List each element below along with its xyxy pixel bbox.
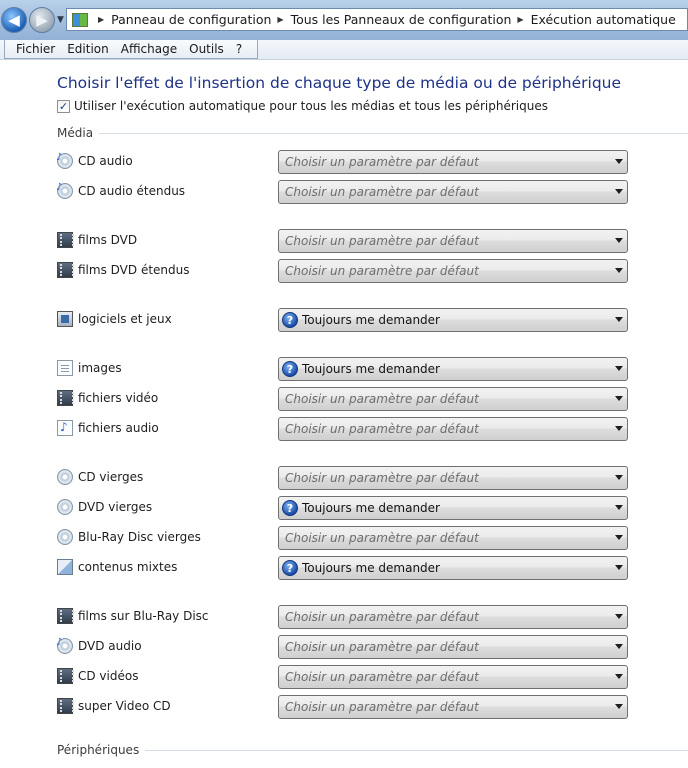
media-type-text: DVD vierges [78, 500, 153, 514]
menu-affichage[interactable]: Affichage [120, 42, 178, 56]
media-type-label [57, 608, 209, 624]
blank-dvd-icon [57, 499, 73, 515]
media-action-dropdown[interactable] [278, 556, 628, 580]
cd-audio-icon [57, 183, 73, 199]
menu-edition[interactable]: Edition [67, 42, 109, 56]
audio-file-icon [57, 420, 73, 436]
media-setting-row [57, 387, 628, 411]
forward-button[interactable] [29, 7, 55, 33]
media-setting-row [57, 635, 628, 659]
breadcrumb-item[interactable]: Tous les Panneaux de configuration [290, 12, 512, 27]
media-action-dropdown[interactable] [278, 466, 628, 490]
media-setting-row [57, 605, 628, 629]
section-title: Périphériques [57, 743, 140, 757]
media-setting-row [57, 417, 628, 441]
dropdown-selected-value: Choisir un paramètre par défaut [285, 422, 479, 436]
media-type-text: films sur Blu-Ray Disc [78, 609, 209, 623]
chevron-down-icon[interactable] [615, 426, 623, 431]
media-type-text: DVD audio [78, 639, 142, 653]
media-setting-row [57, 259, 628, 283]
dvd-film-icon [57, 232, 73, 248]
chevron-down-icon[interactable] [615, 674, 623, 679]
media-setting-row [57, 695, 628, 719]
mixed-content-icon [57, 559, 73, 575]
window-title-bar [0, 0, 688, 40]
media-type-text: films DVD étendus [78, 263, 190, 277]
dropdown-selected-value: Choisir un paramètre par défaut [285, 155, 479, 169]
help-question-icon: ? [282, 560, 298, 576]
chevron-down-icon[interactable] [615, 614, 623, 619]
media-type-label [57, 529, 201, 545]
chevron-down-icon[interactable] [615, 505, 623, 510]
dropdown-selected-value: Choisir un paramètre par défaut [285, 531, 479, 545]
media-type-label [57, 311, 172, 327]
media-setting-row [57, 526, 628, 550]
dropdown-selected-value: Choisir un paramètre par défaut [285, 185, 479, 199]
dropdown-selected-value: Toujours me demander [302, 561, 440, 575]
bluray-film-icon [57, 608, 73, 624]
dropdown-selected-value: Choisir un paramètre par défaut [285, 264, 479, 278]
video-cd-icon [57, 668, 73, 684]
media-type-label [57, 232, 137, 248]
media-action-dropdown[interactable] [278, 526, 628, 550]
media-setting-row [57, 308, 628, 332]
menu-fichier[interactable]: Fichier [16, 42, 56, 56]
use-autoplay-option[interactable] [57, 99, 548, 113]
media-type-label [57, 183, 185, 199]
dropdown-selected-value: Choisir un paramètre par défaut [285, 392, 479, 406]
cd-audio-icon [57, 153, 73, 169]
section-divider [145, 750, 688, 751]
media-type-text: contenus mixtes [78, 560, 178, 574]
media-type-text: fichiers audio [78, 421, 159, 435]
dropdown-selected-value: Choisir un paramètre par défaut [285, 471, 479, 485]
menu-bar [0, 40, 688, 60]
media-type-label [57, 559, 177, 575]
section-header-media [57, 126, 688, 140]
chevron-down-icon[interactable] [615, 317, 623, 322]
media-setting-row [57, 496, 628, 520]
back-button[interactable] [1, 7, 27, 33]
media-setting-row [57, 180, 628, 204]
media-setting-row [57, 556, 628, 580]
media-type-text: CD vidéos [78, 669, 139, 683]
media-action-dropdown[interactable] [278, 357, 628, 381]
media-action-dropdown[interactable] [278, 417, 628, 441]
dropdown-selected-value: Toujours me demander [302, 362, 440, 376]
media-action-dropdown[interactable] [278, 259, 628, 283]
chevron-down-icon[interactable] [615, 535, 623, 540]
media-action-dropdown[interactable] [278, 229, 628, 253]
chevron-down-icon[interactable] [615, 189, 623, 194]
media-type-label [57, 668, 138, 684]
dropdown-selected-value: Choisir un paramètre par défaut [285, 700, 479, 714]
chevron-down-icon[interactable] [615, 268, 623, 273]
dropdown-selected-value: Choisir un paramètre par défaut [285, 670, 479, 684]
media-action-dropdown[interactable] [278, 665, 628, 689]
media-type-label [57, 698, 171, 714]
media-type-text: images [78, 361, 122, 375]
control-panel-icon [72, 13, 88, 27]
media-type-text: Blu-Ray Disc vierges [78, 530, 201, 544]
breadcrumb-item[interactable]: Panneau de configuration [111, 12, 272, 27]
breadcrumb-arrow-icon[interactable]: ▶ [277, 15, 284, 24]
section-divider [99, 133, 688, 134]
video-file-icon [57, 390, 73, 406]
media-action-dropdown[interactable] [278, 308, 628, 332]
chevron-down-icon[interactable] [615, 704, 623, 709]
use-autoplay-label[interactable]: Utiliser l'exécution automatique pour tous les médias et tous les périphériques [74, 99, 548, 113]
breadcrumb-arrow-icon[interactable]: ▶ [98, 15, 105, 24]
dvd-film-icon [57, 262, 73, 278]
media-type-label [57, 262, 190, 278]
media-setting-row [57, 665, 628, 689]
section-header-devices [57, 743, 688, 757]
menu-outils[interactable]: Outils [189, 42, 224, 56]
dropdown-selected-value: Choisir un paramètre par défaut [285, 610, 479, 624]
dropdown-selected-value: Toujours me demander [302, 313, 440, 327]
media-setting-row [57, 150, 628, 174]
chevron-down-icon[interactable] [615, 396, 623, 401]
chevron-down-icon[interactable] [615, 644, 623, 649]
media-type-text: CD audio [78, 154, 133, 168]
media-action-dropdown[interactable] [278, 387, 628, 411]
dropdown-selected-value: Choisir un paramètre par défaut [285, 234, 479, 248]
blank-cd-icon [57, 469, 73, 485]
dropdown-selected-value: Toujours me demander [302, 501, 440, 515]
media-setting-row [57, 466, 628, 490]
dvd-audio-icon [57, 638, 73, 654]
chevron-down-icon[interactable] [615, 366, 623, 371]
chevron-down-icon[interactable] [615, 159, 623, 164]
media-action-dropdown[interactable] [278, 695, 628, 719]
media-type-label [57, 390, 158, 406]
media-type-label [57, 638, 142, 654]
media-action-dropdown[interactable] [278, 180, 628, 204]
media-type-label [57, 469, 143, 485]
media-type-text: super Video CD [78, 699, 171, 713]
section-title: Média [57, 126, 94, 140]
media-type-text: CD vierges [78, 470, 144, 484]
chevron-down-icon[interactable] [615, 238, 623, 243]
media-type-text: CD audio étendus [78, 184, 186, 198]
media-action-dropdown[interactable] [278, 605, 628, 629]
address-bar[interactable] [66, 8, 688, 31]
media-setting-row [57, 229, 628, 253]
page-title: Choisir l'effet de l'insertion de chaque type de média ou de périphérique [57, 74, 622, 92]
menu-strip [4, 40, 258, 59]
chevron-down-icon[interactable] [615, 475, 623, 480]
media-setting-row [57, 357, 628, 381]
recent-pages-dropdown[interactable]: ▼ [57, 15, 64, 25]
main-content [0, 60, 688, 768]
breadcrumb-arrow-icon[interactable]: ▶ [517, 15, 524, 24]
media-action-dropdown[interactable] [278, 150, 628, 174]
media-action-dropdown[interactable] [278, 496, 628, 520]
dropdown-selected-value: Choisir un paramètre par défaut [285, 640, 479, 654]
blank-bluray-icon [57, 529, 73, 545]
breadcrumb-item[interactable]: Exécution automatique [530, 12, 676, 27]
super-video-cd-icon [57, 698, 73, 714]
use-autoplay-checkbox[interactable]: ✓ [58, 99, 69, 113]
media-type-label [57, 153, 133, 169]
media-type-text: logiciels et jeux [78, 312, 172, 326]
help-question-icon: ? [282, 500, 298, 516]
image-file-icon [57, 360, 73, 376]
menu-help[interactable]: ? [235, 42, 243, 56]
help-question-icon: ? [282, 312, 298, 328]
help-question-icon: ? [282, 361, 298, 377]
media-type-label [57, 360, 122, 376]
media-type-label [57, 499, 152, 515]
media-type-label [57, 420, 159, 436]
media-type-text: films DVD [78, 233, 138, 247]
media-type-text: fichiers vidéo [78, 391, 159, 405]
chevron-down-icon[interactable] [615, 565, 623, 570]
arrow-left-icon: ◀ [8, 11, 20, 29]
media-action-dropdown[interactable] [278, 635, 628, 659]
software-icon [57, 311, 73, 327]
arrow-right-icon: ▶ [36, 11, 48, 29]
